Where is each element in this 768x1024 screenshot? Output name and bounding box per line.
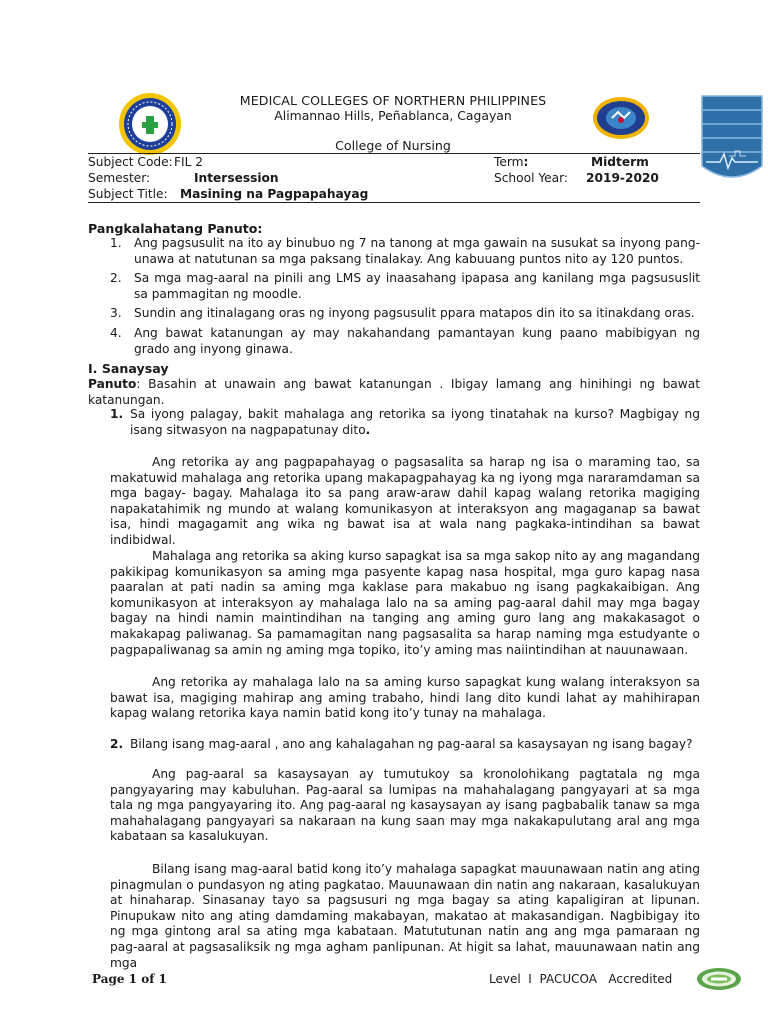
list-item bbox=[88, 326, 700, 357]
list-item-text: Ang bawat katanungan ay may nakahandang pamantayan kung paano mabibigyan ng grado ang inyong ginawa. bbox=[134, 325, 700, 356]
subject-code-value: FIL 2 bbox=[174, 155, 204, 169]
institution-name: MEDICAL COLLEGES OF NORTHERN PHILIPPINES bbox=[239, 93, 547, 108]
info-row-subject-title bbox=[88, 186, 700, 202]
panuto-label: Panuto bbox=[88, 377, 137, 391]
question-number: 1. bbox=[110, 407, 124, 421]
question-text bbox=[110, 407, 700, 438]
subject-title-value: Masining na Pagpapahayag bbox=[180, 187, 369, 201]
section-title: I. Sanaysay bbox=[88, 361, 169, 376]
question-number: 2. bbox=[110, 737, 124, 751]
list-item-text: Ang pagsusulit na ito ay binubuo ng 7 na tanong at mga gawain na susukat sa inyong pang-unawa at natutunan sa mga paksang tinalakay. Ang kabuuang puntos nito ay 120 puntos. bbox=[134, 236, 700, 266]
list-item-number: 2. bbox=[110, 271, 122, 286]
question-2 bbox=[110, 737, 700, 753]
general-instructions-title: Pangkalahatang Panuto: bbox=[88, 221, 263, 236]
semester-label: Semester: bbox=[88, 171, 151, 185]
question-1 bbox=[110, 407, 700, 438]
panuto-text: : Basahin at unawain ang bawat katanungan . Ibigay lamang ang hinihingi ng bawat katanungan. bbox=[88, 377, 700, 407]
term-label bbox=[494, 154, 528, 170]
subject-code-label: Subject Code: bbox=[88, 155, 173, 169]
term-label-text: Term bbox=[494, 155, 524, 169]
answer-paragraph: Bilang isang mag-aaral batid kong ito’y mahalaga sapagkat mauunawaan natin ang ating pinagmulan o pundasyon ng ating pagkatao. Mauunawaan din natin ang nakaraan, kasalukuyan at hinaharap. Sinasanay tayo sa pagsusuri ng mga bagay sa ating kapaligiran at lipunan. Pinupukaw nito ang ating damdaming makabayan, makatao at makasandigan. Nagbibigay ito ng mga gintong aral sa ating mga kabataan. Matututunan natin ang ang mga pamaraan ng pag-aaral at pagsasaliksik ng mga agham panlipunan. At higit sa lahat, mauunawaan natin ang mga bbox=[110, 862, 700, 970]
question-text: Bilang isang mag-aaral , ano ang kahalagahan ng pag-aaral sa kasaysayan ng isang bagay? bbox=[130, 737, 693, 751]
list-item-number: 4. bbox=[110, 325, 122, 340]
list-item bbox=[88, 236, 700, 267]
list-item-text: Sa mga mag-aaral na pinili ang LMS ay inaasahang ipapasa ang kanilang mga pagsususlit sa pammagitan ng moodle. bbox=[134, 271, 700, 301]
question-end: . bbox=[365, 422, 371, 437]
college-name: College of Nursing bbox=[335, 138, 451, 153]
general-instructions-list bbox=[88, 236, 700, 361]
info-row-subject-code bbox=[88, 154, 700, 170]
accreditation-text: Level I PACUCOA Accredited bbox=[489, 972, 673, 986]
term-colon: : bbox=[523, 155, 529, 169]
subject-title-label: Subject Title: bbox=[88, 187, 168, 201]
school-year-value: 2019-2020 bbox=[586, 171, 659, 185]
page-number: Page 1 of 1 bbox=[92, 972, 167, 986]
answer-paragraph: Ang pag-aaral sa kasaysayan ay tumutukoy sa kronolohikang pagtatala ng mga pangyayaring may kabuluhan. Pag-aaral sa lumipas na mahahalagang pangyayari at sa mga tala ng mga pangyayaring ito. Ang pag-aaral ng kasaysayan ay isang pagbabalik tanaw sa mga mahahalagang pangyayari sa nakaraan na kung saan may mga nakakapulutang aral ang mga kabataan sa kasalukuyan. bbox=[110, 767, 700, 844]
info-row-semester bbox=[88, 170, 700, 186]
term-value: Midterm bbox=[591, 155, 649, 169]
list-item-number: 1. bbox=[110, 236, 122, 250]
list-item-text: Sundin ang itinalagang oras ng inyong pagsusulit ppara matapos din ito sa itinakdang oras. bbox=[134, 306, 695, 321]
list-item-number: 3. bbox=[110, 306, 122, 321]
answer-paragraph: Ang retorika ay ang pagpapahayag o pagsasalita sa harap ng isa o maraming tao, sa makatuwid mahalaga ang retorika upang makapagpahayag ka ng iyong mga nararamdaman sa mga bagay- bagay. Mahalaga ito sa pang araw-araw dahil kapag walang retorika magiging napakatahimik ng mundo at walang komunikasyon at interaksyon ang magaganap sa bawat isa, hindi magagamit ang wika ng bawat isa at wala nang pagkaka-intindihan sa bawat indibidwal. bbox=[110, 455, 700, 547]
list-item bbox=[88, 271, 700, 302]
question-body: Sa iyong palagay, bakit mahalaga ang retorika sa iyong tinatahak na kurso? Magbigay ng isang sitwasyon na nagpapatunay dito bbox=[130, 407, 700, 437]
header-divider-bottom bbox=[88, 202, 700, 203]
answer-paragraph: Ang retorika ay mahalaga lalo na sa aming kurso sapagkat kung walang interaksyon sa bawat isa, magiging mahirap ang aming trabaho, hindi lang dito kundi lahat ay mahihirapan kapag walang retorika kaya namin batid kong ito’y tunay na mahalaga. bbox=[110, 675, 700, 721]
answer-paragraph: Mahalaga ang retorika sa aking kurso sapagkat isa sa mga sakop nito ay ang magandang pakikipag komunikasyon sa aming mga pasyente kapag nasa hospital, mga guro kapag nasa paaralan at pati nadin sa aming mga kaklase para makabuo ng isang pagkakaibigan. Ang komunikasyon at interaksyon ay mahalaga lalo na sa aming pag-aaral dahil may mga bagay bagay na hindi namin maintindihan na tanging ang aming guro lang ang makakasagot o makakapag paliwanag. Sa pamamagitan nang pagsasalita sa harap naming mga estudyante o pagpapaliwanag sa amin ng aming mga topiko, ito’y aming mas naiintindihan at nauunawaan. bbox=[110, 549, 700, 657]
list-item bbox=[88, 306, 700, 322]
pacucoa-seal-icon bbox=[696, 967, 742, 991]
section-instructions bbox=[88, 377, 700, 408]
institution-address: Alimannao Hills, Peñablanca, Cagayan bbox=[274, 108, 512, 123]
semester-value: Intersession bbox=[194, 171, 279, 185]
school-year-label: School Year: bbox=[494, 171, 569, 185]
stacked-nursing-badge-icon bbox=[696, 92, 768, 188]
